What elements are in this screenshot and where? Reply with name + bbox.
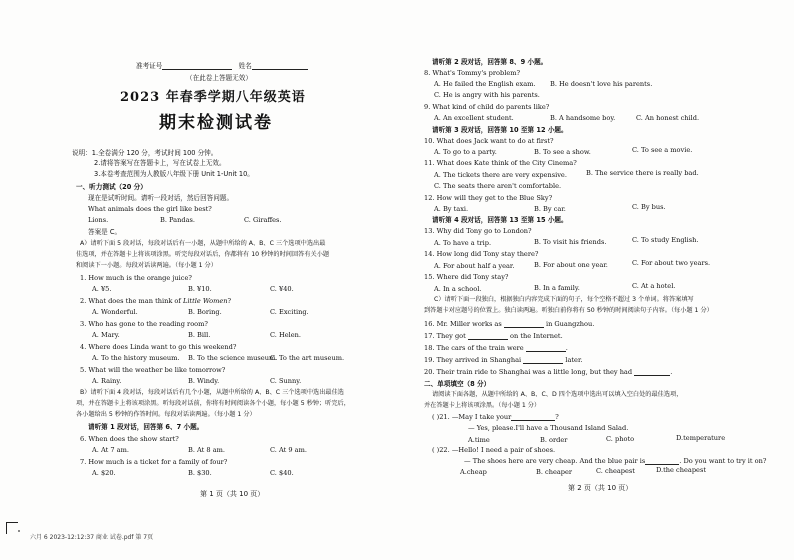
q22-reply: [464, 457, 766, 465]
dialogue-2-instruction: 请听第 2 段对话，回答第 8、9 小题。: [432, 58, 548, 66]
q1-option-a: A. ¥5.: [92, 285, 112, 293]
q8-text: 8. What's Tommy's problem?: [424, 69, 521, 77]
notes-lead: 说明：: [72, 149, 92, 157]
q15-text: 15. Where did Tony stay?: [424, 273, 509, 281]
q4-option-c: C. To the art museum.: [270, 354, 345, 362]
q1-option-b: B. ¥10.: [188, 285, 212, 293]
q17-blank: [468, 333, 508, 340]
q21-option-c: C. photo: [606, 435, 635, 443]
q12-text: 12. How will they get to the Blue Sky?: [424, 194, 553, 202]
partB-line-3: 各小题给出 5 秒钟的作答时间。每段对话读两遍。（每小题 1 分）: [76, 411, 256, 418]
q22-option-b: B. cheaper: [536, 468, 573, 476]
partA-line-1: A）请听下面 5 段对话，每段对话后有一小题，从题中所给的 A、B、C 三个选项中选出最: [80, 240, 326, 247]
q10-text: 10. What does Jack want to do at first?: [424, 137, 554, 145]
q2-option-a: A. Wonderful.: [92, 308, 138, 316]
example-intro: 现在是试听时间。请听一段对话，然后回答问题。: [88, 194, 234, 202]
q18-pre: 18. The cars of the train were: [424, 344, 524, 352]
q1-option-c: C. ¥40.: [270, 285, 294, 293]
q22-option-a: A.cheap: [460, 468, 487, 476]
q19-pre: 19. They arrived in Shanghai: [424, 356, 522, 364]
q18-text: [424, 344, 568, 352]
q12-option-c: C. By bus.: [632, 203, 666, 211]
q2-text: [80, 297, 231, 305]
q5-option-c: C. Sunny.: [270, 377, 302, 385]
answer-note: （在此卷上答题无效）: [186, 74, 252, 82]
name-label: 姓名: [238, 62, 252, 70]
q3-option-c: C. Helen.: [270, 331, 302, 339]
q16-blank: [504, 321, 544, 328]
q10-option-b: B. To see a show.: [534, 148, 591, 156]
q14-option-c: C. For about two years.: [632, 259, 711, 267]
q13-option-b: B. To visit his friends.: [534, 238, 607, 246]
example-option-a: Lions.: [88, 216, 109, 224]
q5-text: 5. What will the weather be like tomorrow?: [80, 366, 226, 374]
q4-option-b: B. To the science museum.: [188, 354, 278, 362]
section2-line-1: 请阅读下面各题，从题中所给的 A、B、C、D 四个选项中选出可以填入空白处的最佳选项，: [432, 391, 683, 398]
scan-dot: [18, 530, 20, 532]
example-option-b: B. Pandas.: [160, 216, 195, 224]
q5-option-b: B. Windy.: [188, 377, 220, 385]
exam-number-field: [136, 62, 308, 70]
q13-option-c: C. To study English.: [632, 236, 699, 244]
q5-option-a: A. Rainy.: [92, 377, 122, 385]
name-blank: [252, 63, 308, 70]
partB-line-2: 项，并在答题卡上将该项涂黑。听每段对话前，你将有时间阅读各个小题，每小题 5 秒钟；听完后，: [76, 400, 350, 407]
note-3: 3.本卷考查范围为人教版八年级下册 Unit 1-Unit 10。: [94, 170, 254, 178]
q16-post: in Guangzhou.: [545, 320, 595, 328]
q20-text: [424, 368, 672, 376]
q21-option-d: D.temperature: [676, 434, 726, 442]
q8-option-c: C. He is angry with his parents.: [434, 91, 540, 99]
q4-text: 4. Where does Linda want to go this weekend?: [80, 343, 237, 351]
q16-text: [424, 320, 594, 328]
note-2: 2.请将答案写在答题卡上，写在试卷上无效。: [94, 159, 226, 167]
q9-text: 9. What kind of child do parents like?: [424, 103, 550, 111]
scan-footer: 六月 6 2023-12:12:37 商业 试卷.pdf 第 7页: [30, 534, 154, 541]
q9-option-b: B. A handsome boy.: [550, 114, 616, 122]
q7-option-a: A. $20.: [92, 469, 116, 477]
scan-edge-mark: [6, 522, 18, 523]
q11-option-b: B. The service there is really bad.: [586, 169, 699, 177]
q21-reply: — Yes, please.I'll have a Thousand Island Salad.: [468, 424, 629, 432]
page-number-left: 第 1 页（共 10 页）: [200, 490, 265, 498]
q12-option-b: B. By car.: [534, 205, 566, 213]
partB-line-1: B）请听下面 4 段对话，每段对话后有几个小题，从题中所给的 A、B、C 三个选项中选出最佳选: [80, 389, 344, 396]
q1-text: 1. How much is the orange juice?: [80, 274, 192, 282]
q2-option-b: B. Boring.: [188, 308, 222, 316]
q9-option-a: A. An excellent student.: [434, 114, 514, 122]
q22-reply-post: . Do you want to try it on?: [679, 457, 767, 465]
page-number-right: 第 2 页（共 10 页）: [568, 484, 633, 492]
q22-blank: [645, 458, 679, 465]
q3-option-b: B. Bill.: [188, 331, 211, 339]
q20-pre: 20. Their train ride to Shanghai was a little long, but they had: [424, 368, 633, 376]
q10-option-a: A. To go to a party.: [434, 148, 497, 156]
dialogue-1-instruction: 请听第 1 段对话，回答第 6、7 小题。: [88, 423, 204, 431]
q20-post: .: [670, 368, 673, 376]
q17-pre: 17. They got: [424, 332, 466, 340]
q22-text: ( )22. —Hello! I need a pair of shoes.: [432, 446, 556, 454]
q15-option-c: C. At a hotel.: [632, 282, 676, 290]
q18-post: .: [565, 344, 568, 352]
q3-option-a: A. Mary.: [92, 331, 120, 339]
exam-title: 2023 年春季学期八年级英语: [120, 90, 306, 105]
q21-text: [432, 413, 559, 421]
exam-number-label: 准考证号: [136, 62, 163, 70]
q14-option-a: A. For about half a year.: [434, 262, 515, 270]
scan-edge-mark-vertical: [6, 522, 7, 534]
q14-option-b: B. For about one year.: [534, 261, 608, 269]
q17-text: [424, 332, 563, 340]
example-option-c: C. Giraffes.: [244, 216, 282, 224]
q22-reply-pre: — The shoes here are very cheap. And the blue pair is: [464, 457, 646, 465]
q11-option-a: A. The tickets there are very expensive.: [434, 171, 567, 179]
q7-option-b: B. $30.: [188, 469, 212, 477]
section2-line-2: 并在答题卡上将该项涂黑。（每小题 1 分）: [424, 402, 541, 409]
section1-heading: 一、听力测试（20 分）: [76, 183, 147, 191]
example-question: What animals does the girl like best?: [88, 205, 212, 213]
q13-text: 13. Why did Tony go to London?: [424, 227, 532, 235]
q22-option-d: D.the cheapest: [656, 466, 706, 474]
q21-option-b: B. order: [540, 436, 568, 444]
q6-text: 6. When does the show start?: [80, 435, 179, 443]
q15-option-a: A. In a school.: [434, 285, 482, 293]
q19-post: later.: [565, 356, 583, 364]
q19-blank: [523, 357, 563, 364]
note-1: 1.全卷满分 120 分，考试时间 100 分钟。: [91, 149, 218, 157]
notes-line-1: [72, 149, 217, 157]
q21-post: ?: [555, 413, 559, 421]
q6-option-a: A. At 7 am.: [92, 446, 129, 454]
q16-pre: 16. Mr. Miller works as: [424, 320, 502, 328]
q8-option-a: A. He failed the English exam.: [434, 80, 536, 88]
q9-option-c: C. An honest child.: [636, 114, 700, 122]
q2-text-post: ?: [227, 297, 232, 305]
exam-number-blank: [162, 63, 232, 70]
q20-blank: [634, 368, 673, 376]
partA-line-2: 佳选项，并在答题卡上将该项涂黑。听完每段对话后，你都将有 10 秒钟的时间回答有关小题: [76, 251, 330, 258]
q22-option-c: C. cheapest: [596, 467, 635, 475]
q12-option-a: A. By taxi.: [434, 205, 469, 213]
q11-option-c: C. The seats there aren't comfortable.: [434, 182, 562, 190]
dialogue-4-instruction: 请听第 4 段对话，回答第 13 至第 15 小题。: [432, 216, 568, 224]
q2-book-title: Little Women: [182, 297, 228, 305]
q21-blank: [511, 414, 555, 421]
example-answer: 答案是 C。: [88, 228, 122, 236]
q7-text: 7. How much is a ticket for a family of four?: [80, 458, 228, 466]
q15-option-b: B. In a family.: [534, 284, 580, 292]
q8-option-b: B. He doesn't love his parents.: [550, 80, 653, 88]
q10-option-c: C. To see a movie.: [632, 146, 693, 154]
q19-text: [424, 356, 582, 364]
q2-option-c: C. Exciting.: [270, 308, 309, 316]
partA-line-3: 和阅读下一小题。每段对话读两遍。（每小题 1 分）: [76, 262, 217, 269]
section2-heading: 二、单项填空（8 分）: [424, 380, 491, 388]
dialogue-3-instruction: 请听第 3 段对话，回答第 10 至第 12 小题。: [432, 126, 568, 134]
q14-text: 14. How long did Tony stay there?: [424, 250, 539, 258]
q3-text: 3. Who has gone to the reading room?: [80, 320, 208, 328]
q4-option-a: A. To the history museum.: [92, 354, 180, 362]
partC-line-1: C）请听下面一段独白，根据独白内容完成下面的句子，每个空格不超过 3 个单词。将答案填写: [434, 296, 694, 303]
q13-option-a: A. To have a trip.: [434, 239, 492, 247]
q21-option-a: A.time: [468, 436, 490, 444]
q7-option-c: C. $40.: [270, 469, 294, 477]
q21-pre: ( )21. —May I take your: [432, 413, 512, 421]
q11-text: 11. What does Kate think of the City Cinema?: [424, 159, 577, 167]
q6-option-c: C. At 9 am.: [270, 446, 307, 454]
q6-option-b: B. At 8 am.: [188, 446, 225, 454]
q17-post: on the Internet.: [510, 332, 563, 340]
partC-line-2: 到答题卡对应题号的位置上。独白读两遍。听独白前你将有 50 秒钟的时间阅读句子内容。（每小题 1 分）: [424, 307, 713, 314]
q2-text-pre: 2. What does the man think of: [80, 297, 183, 305]
exam-subtitle: 期末检测试卷: [159, 113, 273, 133]
q18-blank: [526, 345, 566, 352]
